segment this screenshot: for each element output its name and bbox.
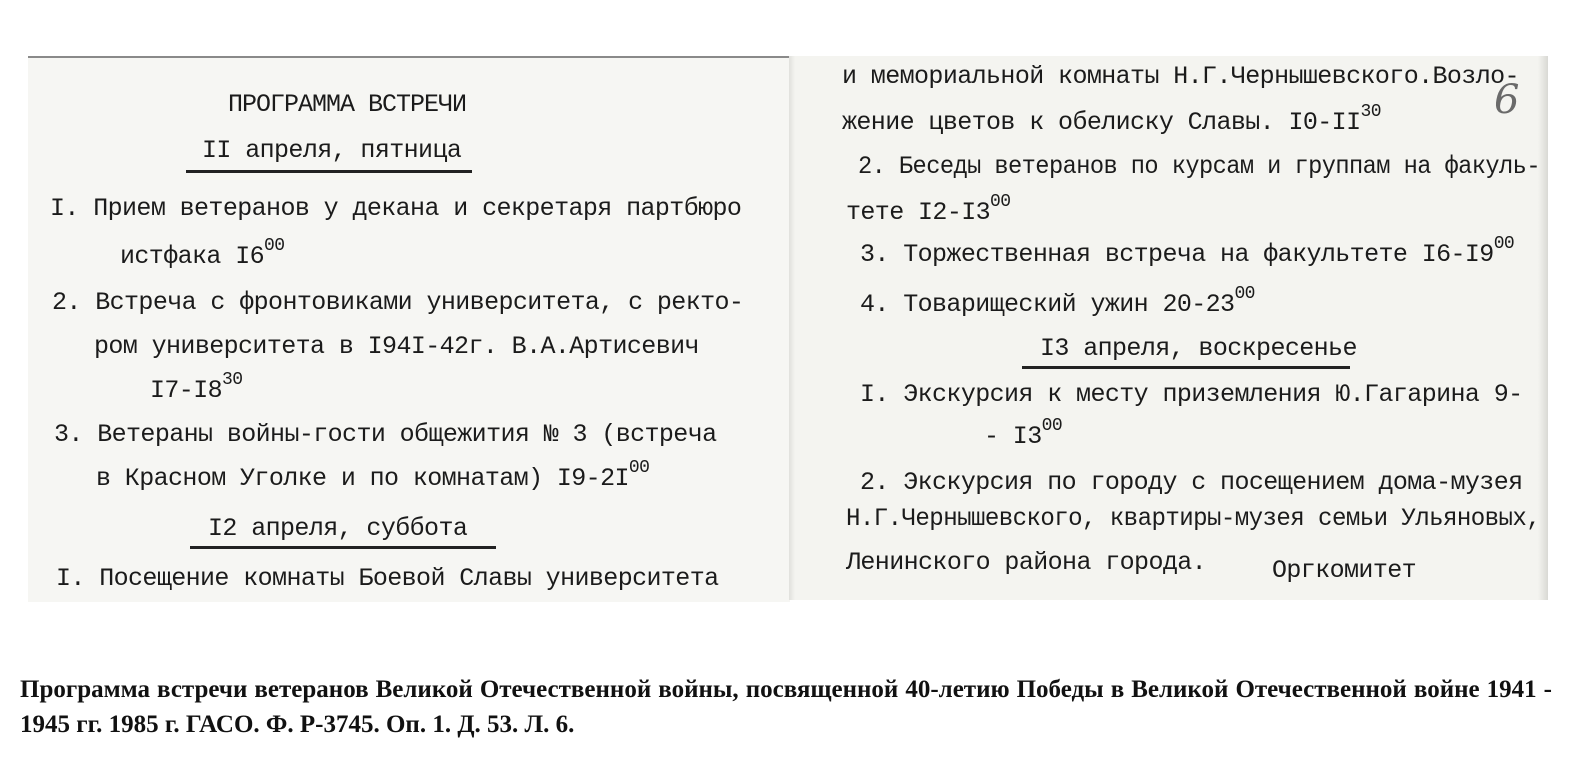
day3-item2-line3: Ленинского района города. xyxy=(846,548,1207,577)
day1-item2-line3: $I7-I8^{30}$ xyxy=(150,369,243,405)
day1-item3-line1: 3. Ветераны войны-гости общежития № 3 (встреча xyxy=(54,420,717,449)
day3-heading: I3 апреля, воскресенье xyxy=(1040,334,1357,363)
day3-item1-line1: I. Экскурсия к месту приземления Ю.Гагарина 9- xyxy=(860,380,1523,409)
day2-item1-line1: I. Посещение комнаты Боевой Славы университета xyxy=(56,564,719,593)
signature-orgcommittee: Оргкомитет xyxy=(1272,556,1417,585)
day2-item3-line1: 3. Торжественная встреча на факультете $I6-I9^{00}$ xyxy=(860,233,1515,269)
day1-item3-line2: в Красном Уголке и по комнатам) $I9-2I^{00}$ xyxy=(96,457,650,493)
right-line2: жение цветов к обелиску Славы. I0-II$^{30}$ xyxy=(842,101,1381,137)
day2-item2-line2: тете $I2-I3^{00}$ xyxy=(846,191,1011,227)
day2-heading: I2 апреля, суббота xyxy=(208,514,468,543)
day1-item2-line1: 2. Встреча с фронтовиками университета, с ректо- xyxy=(52,288,744,317)
day2-item4-line1: 4. Товарищеский ужин $20-23^{00}$ xyxy=(860,283,1255,319)
document-caption: Программа встречи ветеранов Великой Отечественной войны, посвященной 40-летию Победы в Великой Отечественной войне 1941 - 1945 гг. 1985 г. ГАСО. Ф. Р-3745. Оп. 1. Д. 53. Л. 6. xyxy=(20,676,1552,738)
day1-underline xyxy=(186,170,472,173)
day2-item2-line1: 2. Беседы ветеранов по курсам и группам на факуль- xyxy=(858,152,1540,181)
day1-item2-line2: ром университета в I94I-42г. В.А.Артисевич xyxy=(94,332,699,361)
right-line1: и мемориальной комнаты Н.Г.Чернышевского.Возло- xyxy=(842,62,1519,91)
day1-heading: II апреля, пятница xyxy=(202,136,462,165)
day2-underline xyxy=(190,546,496,549)
program-title: ПРОГРАММА ВСТРЕЧИ xyxy=(228,90,467,119)
day3-item1-line2: - $I3^{00}$ xyxy=(984,415,1063,451)
day1-item1-line2: истфака $I6^{00}$ xyxy=(120,235,285,271)
day3-underline xyxy=(1022,366,1350,369)
day3-item2-line2: Н.Г.Чернышевского, квартиры-музея семьи Ульяновых, xyxy=(846,504,1541,533)
day1-item1-line1: I. Прием ветеранов у декана и секретаря партбюро xyxy=(50,194,742,223)
page-number: 6 xyxy=(1494,77,1520,123)
day3-item2-line1: 2. Экскурсия по городу с посещением дома-музея xyxy=(860,468,1523,497)
page-gutter xyxy=(789,56,795,600)
